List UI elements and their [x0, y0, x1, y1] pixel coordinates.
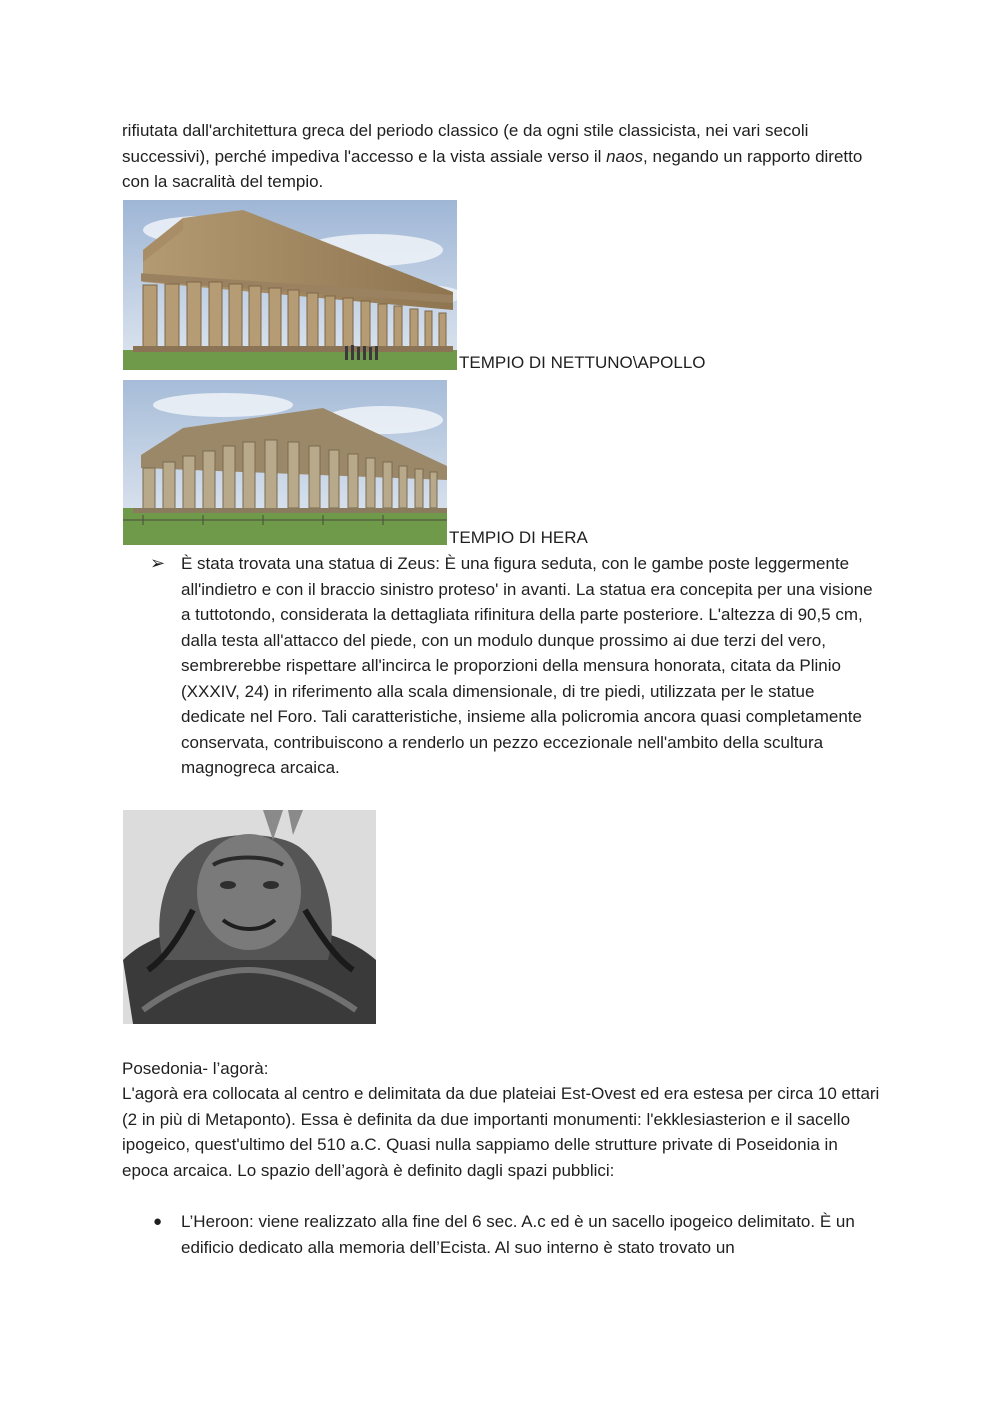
- heroon-text: L’Heroon: viene realizzato alla fine del 6 sec. A.c ed è un sacello ipogeico delimitato. È un edificio dedicato alla memoria dell’Ecista. Al suo interno è stato trovato un: [181, 1212, 855, 1257]
- intro-text: rifiutata dall'architettura greca del periodo classico (e da ogni stile classicista, nei vari secoli successivi), perché impediva l'accesso e la vista assiale verso il: [122, 121, 809, 166]
- temple-neptune-photo: [123, 200, 457, 370]
- intro-text-end: , negando un rapporto diretto con la sacralità del tempio.: [122, 146, 863, 191]
- intro-italic-term: naos: [606, 146, 644, 166]
- intro-paragraph: [122, 118, 882, 195]
- temple-hera-photo: [123, 380, 447, 545]
- circle-bullet-icon: ●: [153, 1213, 163, 1230]
- zeus-statue-photo: [123, 810, 376, 1024]
- agora-heading: Posedonia- l’agorà:: [122, 1059, 269, 1078]
- zeus-statue-text: È stata trovata una statua di Zeus: È una figura seduta, con le gambe poste leggermente all'indietro e con il braccio sinistro proteso' in avanti. La statua era concepita per una visione a tuttotondo, considerata la dettagliata rifinitura della parte posteriore. L'altezza di 90,5 cm, dalla testa all'attacco del piede, con un modulo dunque prossimo ai due terzi del vero, sembrerebbe rispettare all'incirca le proporzioni della mensura honorata, citata da Plinio (XXXIV, 24) in riferimento alla scala dimensionale, di tre piedi, utilizzata per le statue dedicate nel Foro. Tali caratteristiche, insieme alla policromia ancora quasi completamente conservata, contribuiscono a renderlo un pezzo eccezionale nell'ambito della scultura magnogreca arcaica.: [181, 554, 873, 777]
- agora-paragraph: L'agorà era collocata al centro e delimitata da due plateiai Est-Ovest ed era estesa per circa 10 ettari (2 in più di Metaponto). Essa è definita da due importanti monumenti: l'ekklesiasterion e il sacello ipogeico, quest'ultimo del 510 a.C. Quasi nulla sappiamo delle strutture private di Poseidonia in epoca arcaica. Lo spazio dell’agorà è definito dagli spazi pubblici:: [122, 1084, 880, 1180]
- arrow-bullet-icon: ➢: [150, 553, 166, 573]
- temple-hera-caption: TEMPIO DI HERA: [449, 528, 588, 547]
- temple-neptune-caption: TEMPIO DI NETTUNO\APOLLO: [459, 353, 706, 372]
